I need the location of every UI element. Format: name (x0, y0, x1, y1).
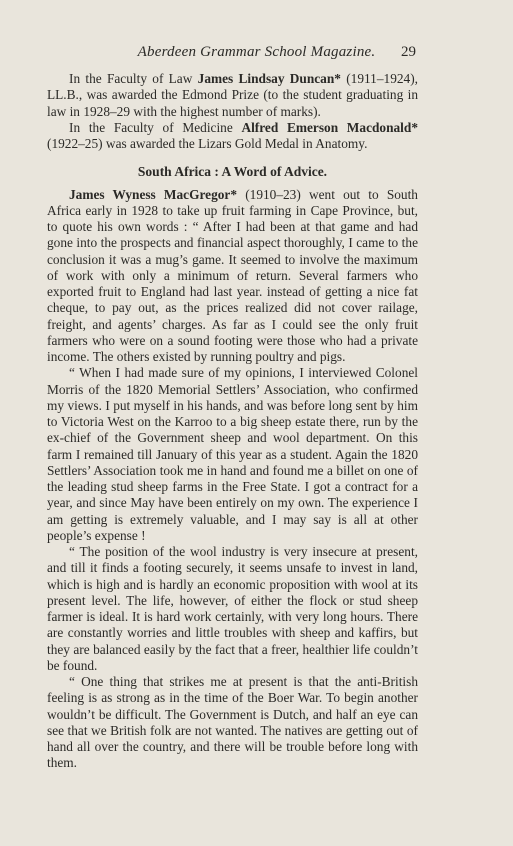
paragraph-wool-industry: “ The position of the wool industry is very insecure at present, and till it finds a footing securely, it seems unsafe to invest in land, which is high and is hardly an economic proposition with wool at its present level. The life, however, of either the flock or stud sheep farmer is ideal. It is hard work certainly, with very long hours. There are constantly worries and little troubles with sheep and kaffirs, but they are balanced easily by the fact that a freer, healthier life couldn’t be found. (47, 544, 418, 673)
person-name-macdonald: Alfred Emerson Macdonald* (241, 119, 418, 135)
body-text (47, 71, 418, 772)
person-name-macgregor: James Wyness MacGregor* (69, 186, 238, 202)
running-title: Aberdeen Grammar School Magazine. (137, 44, 376, 60)
paragraph-law-faculty (47, 71, 418, 120)
paragraph-anti-british-feeling: “ One thing that strikes me at present is that the anti-British feeling is as strong as in the time of the Boer War. To begin another wouldn’t be difficult. The Government is Dutch, and half an eye can see that we British folk are not wanted. The natives are getting out of hand all over the country, and there will be trouble before long with them. (47, 674, 418, 771)
section-heading: South Africa : A Word of Advice. (137, 164, 328, 180)
para3-post: (1910–23) went out to South Africa early in 1928 to take up fruit farming in Cape Province, but, to quote his own words : “ After I had been at that game and had gone into the prospects and financial aspect thoroughly, I came to the conclusion it was a mug’s game. It seemed to involve the maximum of work with only a minimum of return. Several farmers who exported fruit to England had last year. instead of getting a nice fat cheque, to pay out, as the prices realized did not cover railage, freight, and agents’ charges. As far as I could see the only fruit farmers who were on a sound footing were those who had a private income. The others existed by running poultry and pigs. (47, 186, 418, 364)
para1-pre: In the Faculty of Law (69, 71, 198, 86)
paragraph-macgregor-intro (47, 187, 418, 366)
page-number: 29 (401, 44, 416, 60)
paragraph-settlers-association: “ When I had made sure of my opinions, I interviewed Colonel Morris of the 1820 Memorial Settlers’ Association, who confirmed my views. I put myself in his hands, and was before long sent by him to Victoria West on the Karroo to a big sheep estate there, run by the ex-chief of the Government sheep and wool department. On this farm I remained till January of this year as a student. Again the 1820 Settlers’ Association took me in hand and found me a billet on one of the leading stud sheep farms in the Free State. I got a contract for a year, and since May have been entirely on my own. The experience I am getting is extremely valuable, and I may say is all at other people’s expense ! (47, 365, 418, 543)
page-header (0, 44, 513, 64)
para1-post: (1911–1924), LL.B., was awarded the Edmond Prize (to the student graduating in law in 1928–29 with the highest number of marks). (47, 71, 418, 119)
person-name-duncan: James Lindsay Duncan* (197, 71, 341, 86)
paragraph-medicine-faculty (47, 120, 418, 153)
para2-pre: In the Faculty of Medicine (69, 119, 242, 135)
para2-post: (1922–25) was awarded the Lizars Gold Medal in Anatomy. (47, 136, 368, 151)
